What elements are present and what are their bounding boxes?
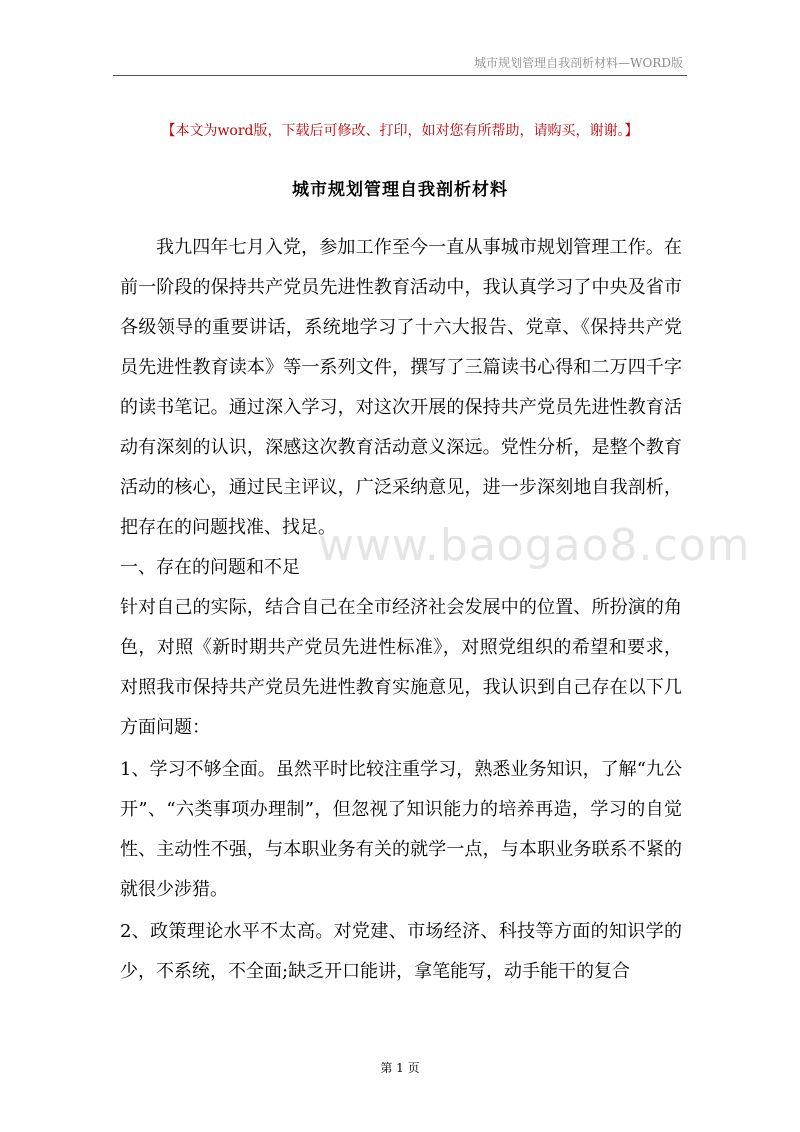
list-item-2: 2、政策理论水平不太高。对党建、市场经济、科技等方面的知识学的少，不系统，不全面;缺乏开口能讲，拿笔能写，动手能干的复合	[120, 921, 682, 982]
running-header: 城市规划管理自我剖析材料—WORD版	[474, 56, 683, 70]
purchase-notice: 【本文为word版，下载后可修改、打印，如对您有所帮助，请购买，谢谢。】	[161, 123, 639, 139]
body-paragraph: 针对自己的实际，结合自己在全市经济社会发展中的位置、所扮演的角色，对照《新时期共产党员先进性标准》，对照党组织的希望和要求，对照我市保持共产党员先进性教育实施意见，我认识到自己存在以下几方面问题：	[120, 597, 682, 738]
intro-paragraph: 我九四年七月入党，参加工作至今一直从事城市规划管理工作。在前一阶段的保持共产党员先进性教育活动中，我认真学习了中央及省市各级领导的重要讲话，系统地学习了十六大报告、党章、《保持共产党员先进性教育读本》等一系列文件，撰写了三篇读书心得和二万四千字的读书笔记。通过深入学习，对这次开展的保持共产党员先进性教育活动有深刻的认识，深感这次教育活动意义深远。党性分析，是整个教育活动的核心，通过民主评议，广泛采纳意见，进一步深刻地自我剖析，把存在的问题找准、找足。	[120, 237, 682, 538]
watermark: www.baogao8.com	[318, 520, 751, 571]
section-heading: 一、存在的问题和不足	[120, 557, 300, 578]
document-body	[120, 228, 682, 992]
page-number: 第 1 页	[380, 1061, 420, 1075]
document-title: 城市规划管理自我剖析材料	[292, 180, 508, 200]
header-divider	[113, 75, 687, 76]
list-item-1: 1、学习不够全面。虽然平时比较注重学习，熟悉业务知识，了解“九公开”、“六类事项办理制”，但忽视了知识能力的培养再造，学习的自觉性、主动性不强，与本职业务有关的就学一点，与本职业务联系不紧的就很少涉猎。	[120, 759, 682, 900]
